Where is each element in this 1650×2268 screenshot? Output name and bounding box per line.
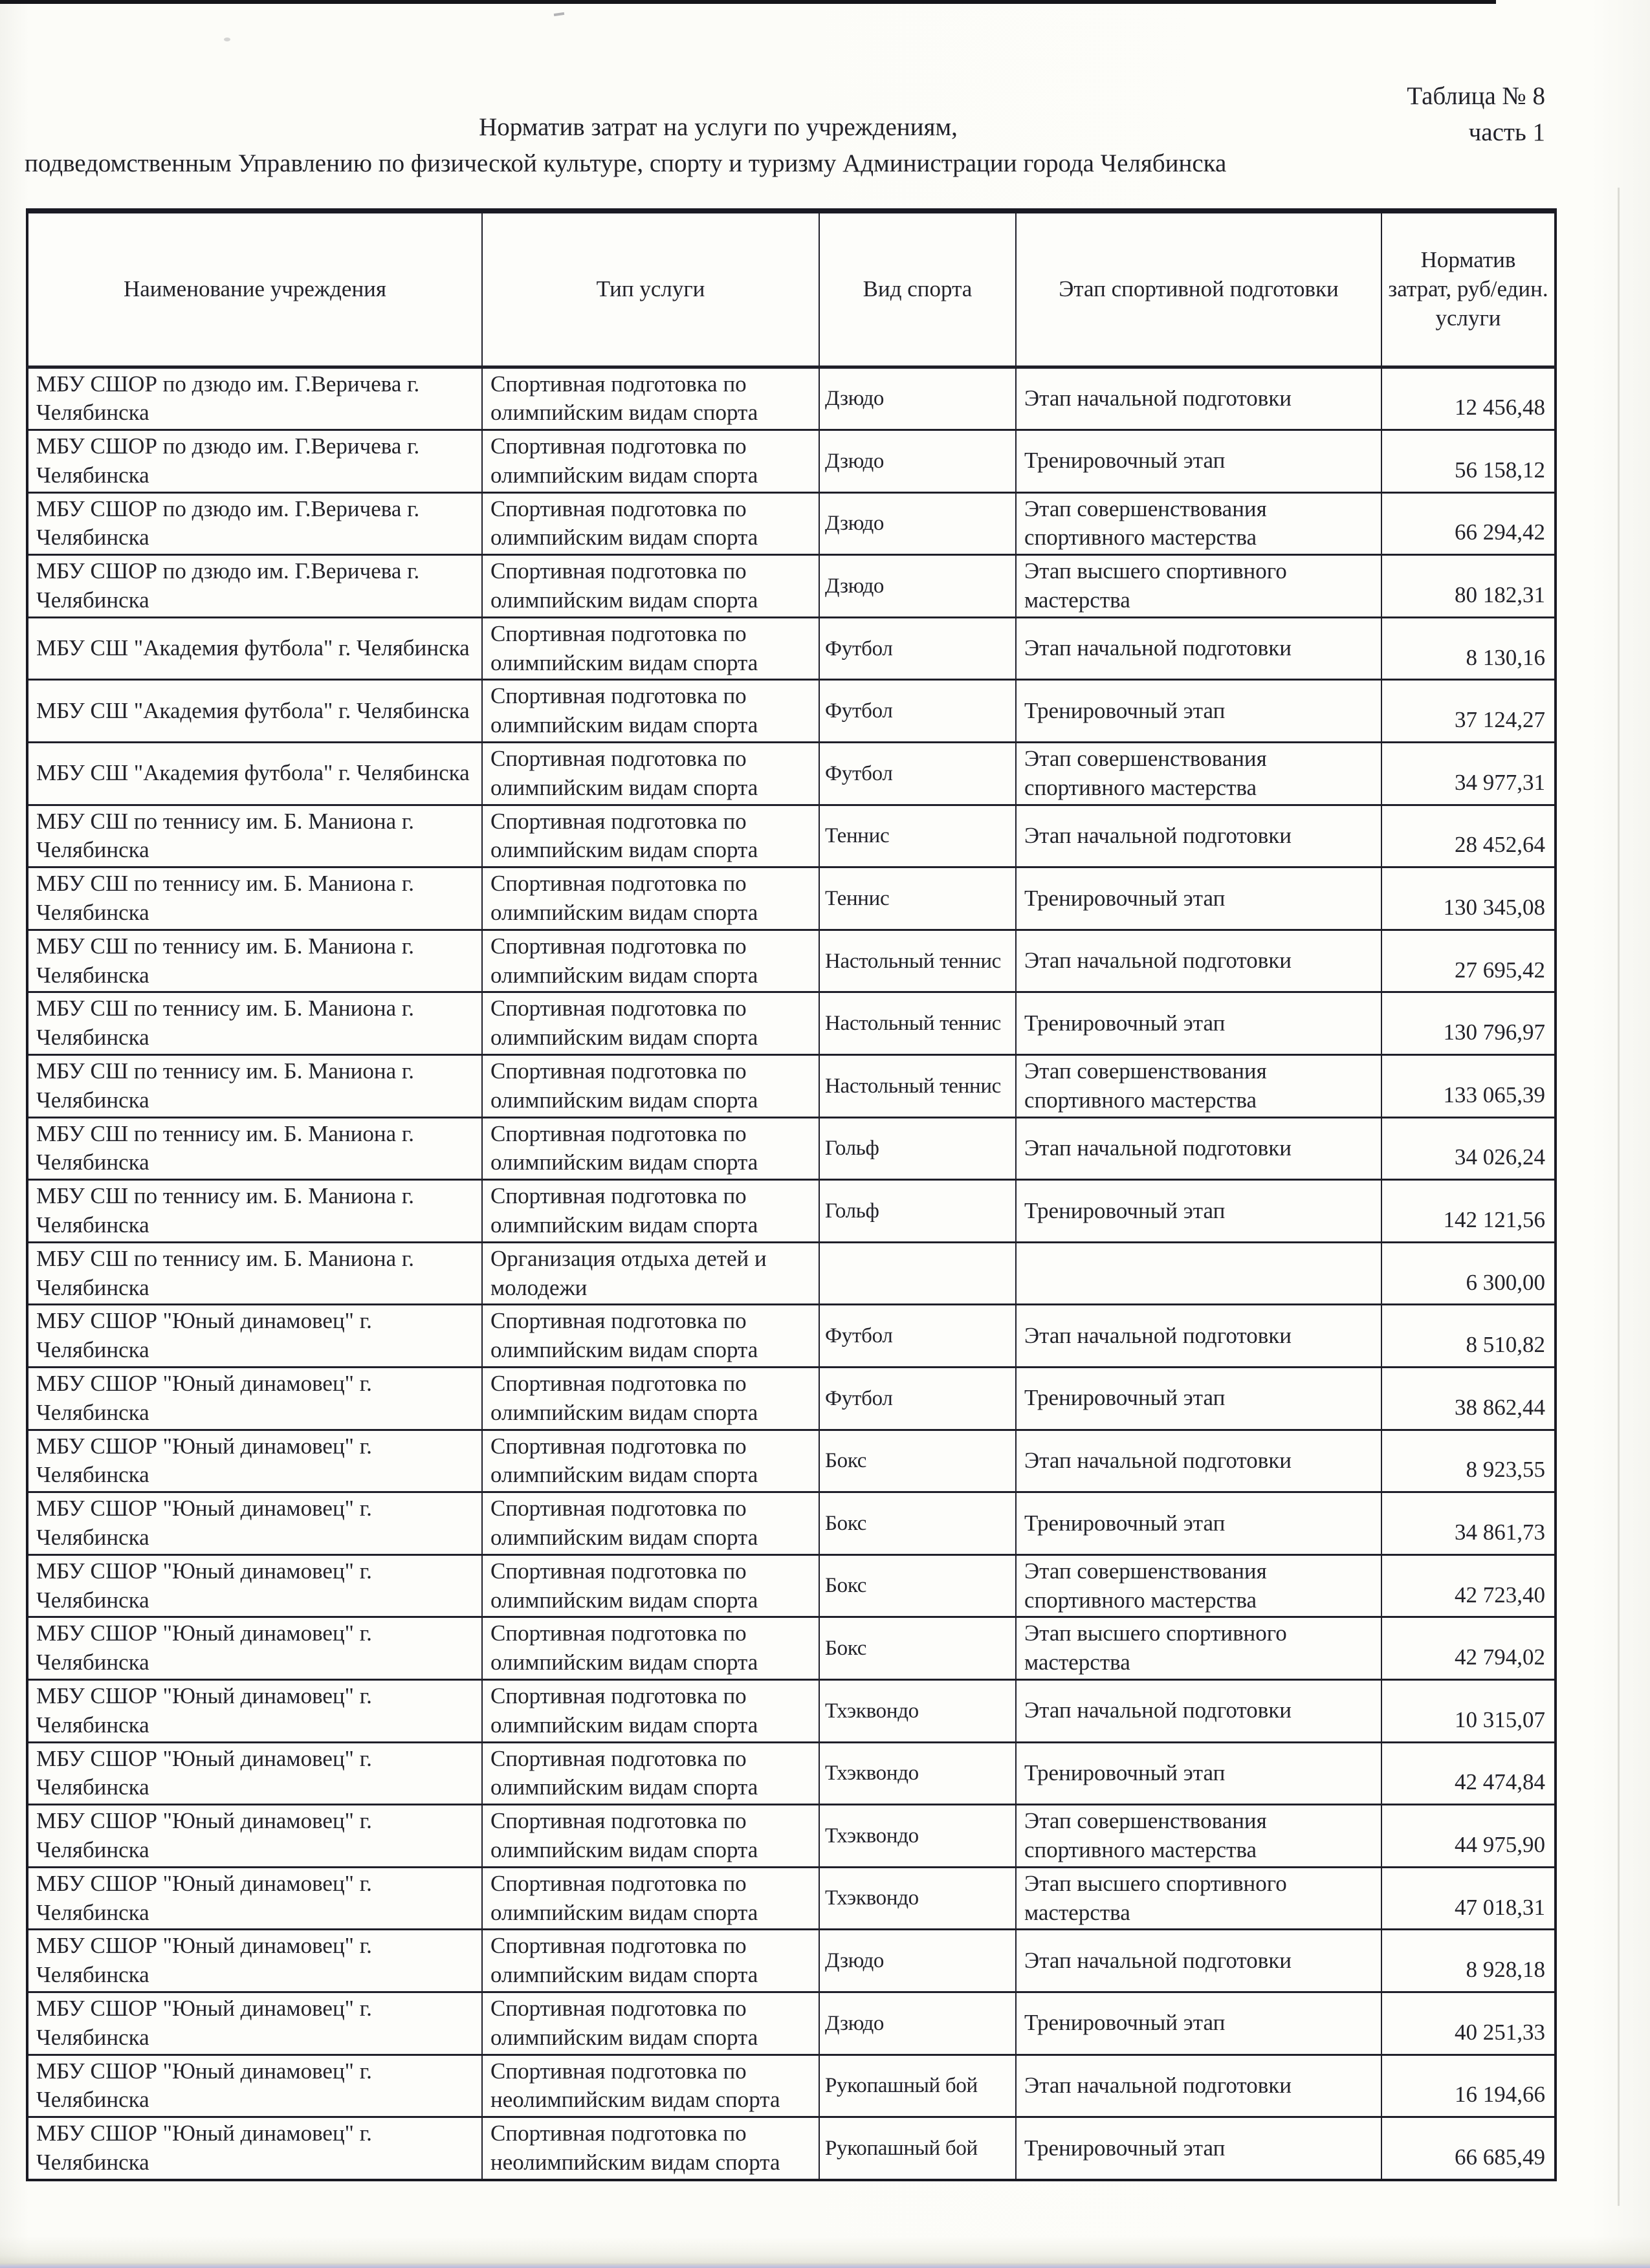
cell-value: 10 315,07 (1381, 1679, 1556, 1742)
cell-sport: Футбол (819, 680, 1016, 743)
cell-institution: МБУ СШ по теннису им. Б. Маниона г. Челябинска (27, 867, 482, 930)
table-row (27, 992, 1556, 1055)
table-header (27, 211, 1556, 367)
col-header-norm-line2: затрат, руб/един. (1388, 276, 1548, 301)
cell-value: 80 182,31 (1381, 555, 1556, 618)
cell-service: Спортивная подготовка по олимпийским видам спорта (482, 1180, 819, 1243)
table-row (27, 1180, 1556, 1243)
cell-sport: Бокс (819, 1617, 1016, 1680)
cell-sport: Настольный теннис (819, 930, 1016, 992)
cell-institution: МБУ СШОР "Юный динамовец" г. Челябинска (27, 1805, 482, 1868)
cell-institution: МБУ СШОР "Юный динамовец" г. Челябинска (27, 1679, 482, 1742)
table-row (27, 1992, 1556, 2055)
cell-stage (1016, 1242, 1381, 1305)
cell-service: Спортивная подготовка по олимпийским видам спорта (482, 930, 819, 992)
cell-value: 8 130,16 (1381, 617, 1556, 680)
cell-value: 6 300,00 (1381, 1242, 1556, 1305)
cell-stage: Этап совершенствования спортивного мастерства (1016, 1805, 1381, 1868)
cell-institution: МБУ СШОР "Юный динамовец" г. Челябинска (27, 2117, 482, 2180)
cell-stage: Тренировочный этап (1016, 1992, 1381, 2055)
cell-service: Спортивная подготовка по олимпийским видам спорта (482, 492, 819, 555)
cell-sport: Бокс (819, 1430, 1016, 1492)
table-row (27, 1055, 1556, 1118)
cell-stage: Этап начальной подготовки (1016, 2055, 1381, 2117)
cell-institution: МБУ СШОР по дзюдо им. Г.Веричева г. Челябинска (27, 492, 482, 555)
scan-top-edge-artifact (0, 0, 1496, 4)
scan-speck-artifact (224, 38, 230, 41)
cell-stage: Тренировочный этап (1016, 1742, 1381, 1805)
cell-stage: Этап начальной подготовки (1016, 1930, 1381, 1992)
cell-institution: МБУ СШОР "Юный динамовец" г. Челябинска (27, 1930, 482, 1992)
cell-value: 44 975,90 (1381, 1805, 1556, 1868)
cell-value: 66 685,49 (1381, 2117, 1556, 2180)
scan-speck-artifact (554, 12, 564, 16)
table-row (27, 805, 1556, 867)
cell-sport: Дзюдо (819, 555, 1016, 618)
cell-sport: Тхэквондо (819, 1867, 1016, 1930)
cell-sport: Рукопашный бой (819, 2117, 1016, 2180)
table-body (27, 367, 1556, 2180)
cell-stage: Этап начальной подготовки (1016, 1117, 1381, 1180)
table-row (27, 1430, 1556, 1492)
table-number-label: Таблица № 8 (1407, 82, 1545, 110)
cell-sport: Футбол (819, 617, 1016, 680)
table-row (27, 867, 1556, 930)
cell-sport: Настольный теннис (819, 992, 1016, 1055)
table-row (27, 1679, 1556, 1742)
cell-value: 142 121,56 (1381, 1180, 1556, 1243)
cell-service: Спортивная подготовка по олимпийским видам спорта (482, 1554, 819, 1617)
col-header-stage: Этап спортивной подготовки (1016, 211, 1381, 367)
table-row (27, 1554, 1556, 1617)
cell-institution: МБУ СШ "Академия футбола" г. Челябинска (27, 617, 482, 680)
col-header-norm-value (1381, 211, 1556, 367)
table-row (27, 430, 1556, 493)
cell-sport: Футбол (819, 743, 1016, 805)
table-row (27, 2055, 1556, 2117)
cell-service: Спортивная подготовка по олимпийским видам спорта (482, 680, 819, 743)
cell-sport: Настольный теннис (819, 1055, 1016, 1118)
cell-institution: МБУ СШ по теннису им. Б. Маниона г. Челябинска (27, 930, 482, 992)
cell-service: Спортивная подготовка по олимпийским видам спорта (482, 1742, 819, 1805)
col-header-norm-line1: Норматив (1420, 247, 1516, 273)
table-row (27, 1617, 1556, 1680)
cell-value: 42 474,84 (1381, 1742, 1556, 1805)
cell-service: Спортивная подготовка по неолимпийским видам спорта (482, 2117, 819, 2180)
cell-value: 8 923,55 (1381, 1430, 1556, 1492)
cell-stage: Этап высшего спортивного мастерства (1016, 1867, 1381, 1930)
cell-institution: МБУ СШ "Академия футбола" г. Челябинска (27, 743, 482, 805)
cell-value: 34 977,31 (1381, 743, 1556, 805)
cell-service: Спортивная подготовка по олимпийским видам спорта (482, 1430, 819, 1492)
cell-value: 130 796,97 (1381, 992, 1556, 1055)
cell-value: 42 794,02 (1381, 1617, 1556, 1680)
cell-value: 40 251,33 (1381, 1992, 1556, 2055)
cell-value: 47 018,31 (1381, 1867, 1556, 1930)
cell-sport: Тхэквондо (819, 1679, 1016, 1742)
cell-service: Спортивная подготовка по олимпийским видам спорта (482, 1930, 819, 1992)
cell-institution: МБУ СШОР "Юный динамовец" г. Челябинска (27, 1368, 482, 1430)
cell-sport: Дзюдо (819, 492, 1016, 555)
cell-stage: Этап начальной подготовки (1016, 367, 1381, 430)
table-row (27, 1867, 1556, 1930)
cell-stage: Этап начальной подготовки (1016, 930, 1381, 992)
cell-sport: Теннис (819, 805, 1016, 867)
cell-institution: МБУ СШ "Академия футбола" г. Челябинска (27, 680, 482, 743)
cell-value: 12 456,48 (1381, 367, 1556, 430)
table-row (27, 930, 1556, 992)
cell-service: Спортивная подготовка по олимпийским видам спорта (482, 555, 819, 618)
table-row (27, 367, 1556, 430)
cell-sport: Бокс (819, 1492, 1016, 1555)
cell-stage: Этап начальной подготовки (1016, 805, 1381, 867)
table-row (27, 1930, 1556, 1992)
cell-service: Спортивная подготовка по олимпийским видам спорта (482, 1992, 819, 2055)
cell-value: 42 723,40 (1381, 1554, 1556, 1617)
cell-institution: МБУ СШОР "Юный динамовец" г. Челябинска (27, 1867, 482, 1930)
cell-sport: Тхэквондо (819, 1805, 1016, 1868)
table-row (27, 617, 1556, 680)
cell-service: Спортивная подготовка по олимпийским видам спорта (482, 1617, 819, 1680)
cell-value: 28 452,64 (1381, 805, 1556, 867)
col-header-institution: Наименование учреждения (27, 211, 482, 367)
cell-value: 56 158,12 (1381, 430, 1556, 493)
header-row (27, 211, 1556, 367)
document-title-line2: подведомственным Управлению по физической культуре, спорту и туризму Администрации города Челябинска (25, 149, 1227, 177)
cell-institution: МБУ СШОР "Юный динамовец" г. Челябинска (27, 1430, 482, 1492)
cell-institution: МБУ СШОР по дзюдо им. Г.Веричева г. Челябинска (27, 430, 482, 493)
cell-stage: Тренировочный этап (1016, 430, 1381, 493)
cell-stage: Тренировочный этап (1016, 1368, 1381, 1430)
scan-page-edge-artifact (1618, 188, 1620, 2206)
cell-value: 8 510,82 (1381, 1305, 1556, 1368)
cell-service: Спортивная подготовка по олимпийским видам спорта (482, 1368, 819, 1430)
cell-sport: Теннис (819, 867, 1016, 930)
cell-service: Спортивная подготовка по олимпийским видам спорта (482, 617, 819, 680)
cell-service: Спортивная подготовка по олимпийским видам спорта (482, 992, 819, 1055)
cell-value: 38 862,44 (1381, 1368, 1556, 1430)
cell-service: Организация отдыха детей и молодежи (482, 1242, 819, 1305)
cell-sport: Дзюдо (819, 1992, 1016, 2055)
cell-sport: Дзюдо (819, 367, 1016, 430)
cell-service: Спортивная подготовка по олимпийским видам спорта (482, 1305, 819, 1368)
table-row (27, 492, 1556, 555)
norm-costs-table (26, 208, 1557, 2181)
cell-sport: Дзюдо (819, 1930, 1016, 1992)
cell-institution: МБУ СШОР "Юный динамовец" г. Челябинска (27, 1617, 482, 1680)
table-part-label: часть 1 (1468, 118, 1545, 146)
cell-sport: Тхэквондо (819, 1742, 1016, 1805)
cell-value: 16 194,66 (1381, 2055, 1556, 2117)
cell-service: Спортивная подготовка по олимпийским видам спорта (482, 367, 819, 430)
table-row (27, 743, 1556, 805)
cell-stage: Этап начальной подготовки (1016, 1430, 1381, 1492)
cell-institution: МБУ СШОР "Юный динамовец" г. Челябинска (27, 2055, 482, 2117)
cell-stage: Этап совершенствования спортивного мастерства (1016, 743, 1381, 805)
col-header-service: Тип услуги (482, 211, 819, 367)
cell-sport: Футбол (819, 1305, 1016, 1368)
cell-institution: МБУ СШОР по дзюдо им. Г.Веричева г. Челябинска (27, 555, 482, 618)
cell-stage: Этап совершенствования спортивного мастерства (1016, 1055, 1381, 1118)
cell-institution: МБУ СШ по теннису им. Б. Маниона г. Челябинска (27, 1242, 482, 1305)
table-row (27, 2117, 1556, 2180)
table-row (27, 1742, 1556, 1805)
cell-service: Спортивная подготовка по олимпийским видам спорта (482, 805, 819, 867)
col-header-sport: Вид спорта (819, 211, 1016, 367)
cell-service: Спортивная подготовка по олимпийским видам спорта (482, 1679, 819, 1742)
cell-service: Спортивная подготовка по олимпийским видам спорта (482, 743, 819, 805)
cell-sport: Бокс (819, 1554, 1016, 1617)
cell-service: Спортивная подготовка по олимпийским видам спорта (482, 1117, 819, 1180)
cell-stage: Этап начальной подготовки (1016, 617, 1381, 680)
cell-value: 27 695,42 (1381, 930, 1556, 992)
cell-institution: МБУ СШ по теннису им. Б. Маниона г. Челябинска (27, 992, 482, 1055)
cell-service: Спортивная подготовка по олимпийским видам спорта (482, 1805, 819, 1868)
cell-institution: МБУ СШ по теннису им. Б. Маниона г. Челябинска (27, 1180, 482, 1243)
cell-institution: МБУ СШОР "Юный динамовец" г. Челябинска (27, 1305, 482, 1368)
cell-institution: МБУ СШОР "Юный динамовец" г. Челябинска (27, 1992, 482, 2055)
cell-stage: Этап высшего спортивного мастерства (1016, 1617, 1381, 1680)
table-row (27, 555, 1556, 618)
cell-sport: Дзюдо (819, 430, 1016, 493)
cell-service: Спортивная подготовка по олимпийским видам спорта (482, 430, 819, 493)
cell-service: Спортивная подготовка по олимпийским видам спорта (482, 1867, 819, 1930)
table-row (27, 1368, 1556, 1430)
cell-institution: МБУ СШОР "Юный динамовец" г. Челябинска (27, 1492, 482, 1555)
cell-stage: Этап совершенствования спортивного мастерства (1016, 492, 1381, 555)
cell-stage: Тренировочный этап (1016, 867, 1381, 930)
cell-institution: МБУ СШОР "Юный динамовец" г. Челябинска (27, 1554, 482, 1617)
cell-service: Спортивная подготовка по олимпийским видам спорта (482, 867, 819, 930)
col-header-norm-line3: услуги (1435, 305, 1501, 331)
cell-stage: Тренировочный этап (1016, 2117, 1381, 2180)
cell-stage: Тренировочный этап (1016, 680, 1381, 743)
cell-institution: МБУ СШ по теннису им. Б. Маниона г. Челябинска (27, 1055, 482, 1118)
cell-value: 133 065,39 (1381, 1055, 1556, 1118)
table-row (27, 1242, 1556, 1305)
cell-sport: Гольф (819, 1180, 1016, 1243)
document-title-line1: Норматив затрат на услуги по учреждениям, (479, 113, 958, 141)
scan-bottom-edge-artifact (0, 2263, 1650, 2268)
cell-service: Спортивная подготовка по олимпийским видам спорта (482, 1055, 819, 1118)
cell-value: 8 928,18 (1381, 1930, 1556, 1992)
table-row (27, 680, 1556, 743)
cell-institution: МБУ СШ по теннису им. Б. Маниона г. Челябинска (27, 805, 482, 867)
cell-stage: Этап совершенствования спортивного мастерства (1016, 1554, 1381, 1617)
cell-stage: Тренировочный этап (1016, 1492, 1381, 1555)
cell-stage: Этап высшего спортивного мастерства (1016, 555, 1381, 618)
cell-value: 66 294,42 (1381, 492, 1556, 555)
cell-institution: МБУ СШОР по дзюдо им. Г.Веричева г. Челябинска (27, 367, 482, 430)
cell-stage: Тренировочный этап (1016, 1180, 1381, 1243)
cell-sport (819, 1242, 1016, 1305)
table-row (27, 1117, 1556, 1180)
cell-value: 130 345,08 (1381, 867, 1556, 930)
table-row (27, 1805, 1556, 1868)
cell-value: 37 124,27 (1381, 680, 1556, 743)
table-row (27, 1305, 1556, 1368)
cell-stage: Тренировочный этап (1016, 992, 1381, 1055)
cell-stage: Этап начальной подготовки (1016, 1305, 1381, 1368)
table-row (27, 1492, 1556, 1555)
cell-sport: Гольф (819, 1117, 1016, 1180)
cell-sport: Футбол (819, 1368, 1016, 1430)
scan-bottom-band-artifact (0, 2236, 1650, 2263)
cell-service: Спортивная подготовка по неолимпийским видам спорта (482, 2055, 819, 2117)
cell-institution: МБУ СШ по теннису им. Б. Маниона г. Челябинска (27, 1117, 482, 1180)
cell-value: 34 026,24 (1381, 1117, 1556, 1180)
cell-value: 34 861,73 (1381, 1492, 1556, 1555)
cell-service: Спортивная подготовка по олимпийским видам спорта (482, 1492, 819, 1555)
cell-institution: МБУ СШОР "Юный динамовец" г. Челябинска (27, 1742, 482, 1805)
cell-stage: Этап начальной подготовки (1016, 1679, 1381, 1742)
cell-sport: Рукопашный бой (819, 2055, 1016, 2117)
